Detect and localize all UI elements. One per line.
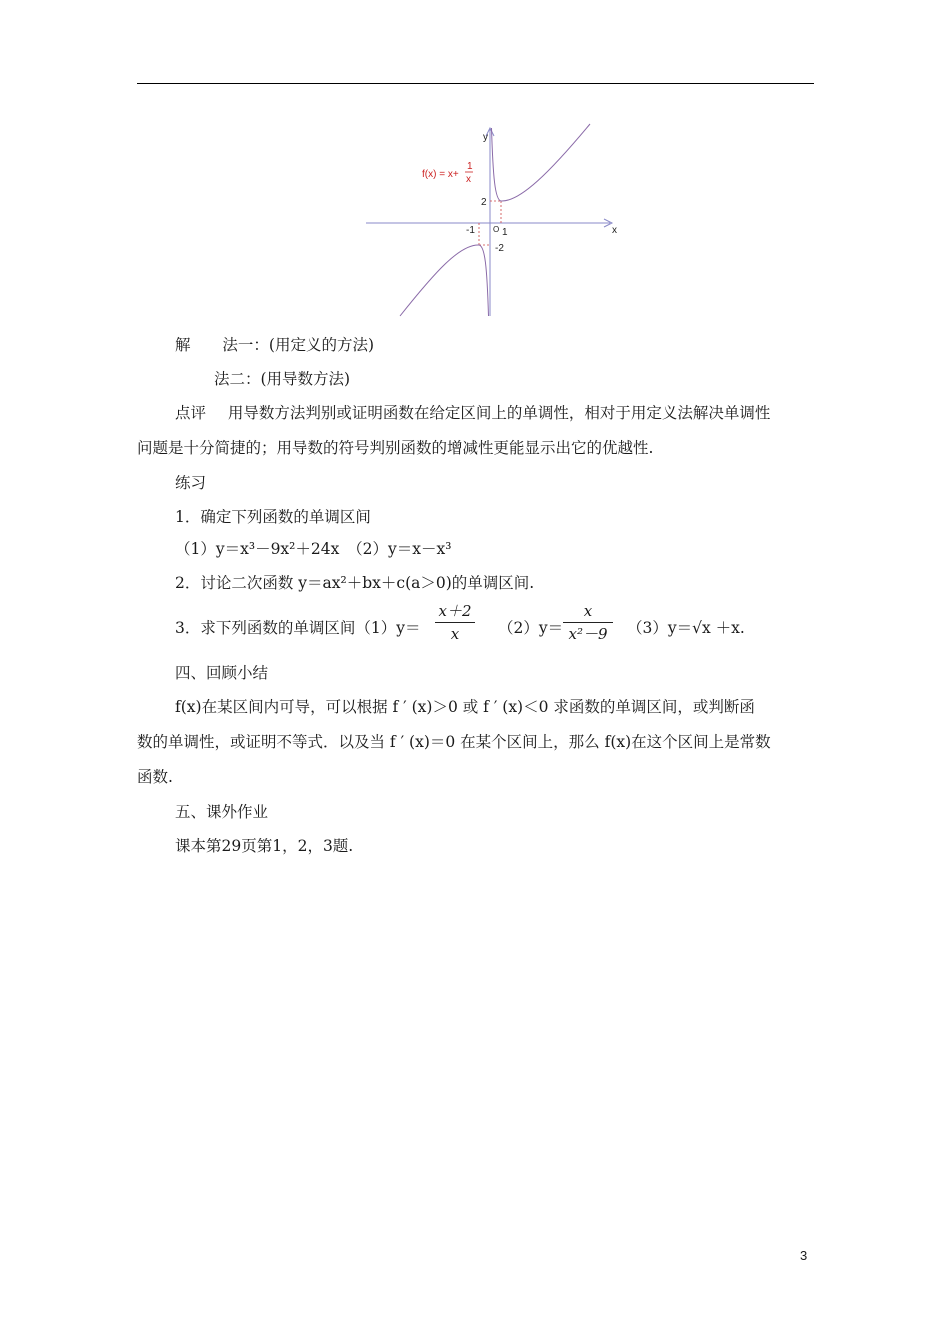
question-2: 2．讨论二次函数 y＝ax²＋bx＋c(a＞0)的单调区间. [175, 574, 535, 592]
section-five-heading: 五、课外作业 [175, 803, 269, 821]
solution-label: 解 [175, 336, 191, 354]
page-number: 3 [800, 1248, 808, 1263]
comment-line-1 [175, 403, 770, 423]
func-frac-num: 1 [467, 161, 473, 172]
question-1-parts: （1）y＝x³－9x²＋24x （2）y＝x－x³ [175, 540, 452, 558]
question-3-intro: 3．求下列函数的单调区间（1）y＝ [175, 619, 421, 637]
tick-label-2: 2 [481, 197, 487, 208]
tick-label-1: 1 [502, 227, 508, 238]
question-3-fraction-2 [563, 602, 613, 643]
fraction-2-numerator: x [583, 602, 593, 620]
question-1: 1．确定下列函数的单调区间 [175, 508, 371, 526]
practice-heading: 练习 [175, 474, 207, 492]
homework-text: 课本第29页第1，2，3题. [175, 837, 354, 855]
y-axis-label: y [483, 132, 488, 143]
fraction-1-numerator: x＋2 [438, 602, 472, 620]
x-axis-label: x [612, 225, 617, 236]
question-3-part-2: （2）y＝ [498, 619, 564, 637]
section-four-heading: 四、回顾小结 [175, 664, 269, 682]
question-3-fraction-1 [435, 602, 475, 643]
func-label: f(x) = x+ [422, 169, 459, 180]
question-3-part-3: （3）y＝√x ＋x. [627, 619, 745, 637]
comment-line-2: 问题是十分简捷的；用导数的符号判别函数的增减性更能显示出它的优越性. [137, 439, 654, 457]
header-rule [137, 83, 814, 84]
curve-right-branch [492, 124, 591, 201]
fraction-1-denominator: x [450, 625, 460, 643]
comment-label: 点评 [175, 404, 207, 422]
method-one: 法一：(用定义的方法) [222, 336, 374, 354]
comment-text-1: 用导数方法判别或证明函数在给定区间上的单调性，相对于用定义法解决单调性 [227, 404, 771, 422]
solution-line [175, 335, 374, 355]
curve-left-branch [400, 245, 489, 316]
method-two: 法二：(用导数方法) [214, 370, 351, 388]
func-frac-den: x [466, 174, 471, 185]
fraction-2-denominator: x²－9 [568, 625, 608, 643]
tick-label-neg2: -2 [495, 243, 504, 254]
summary-line-1: f(x)在某区间内可导，可以根据 f ′ (x)＞0 或 f ′ (x)＜0 求函数的单调区间，或判断函 [175, 698, 755, 716]
summary-line-2: 数的单调性，或证明不等式．以及当 f ′ (x)＝0 在某个区间上，那么 f(x)在这个区间上是常数 [137, 733, 771, 751]
function-graph [360, 122, 630, 320]
tick-label-neg1: -1 [466, 225, 475, 236]
summary-line-3: 函数. [137, 768, 173, 786]
origin-label: O [493, 225, 500, 234]
